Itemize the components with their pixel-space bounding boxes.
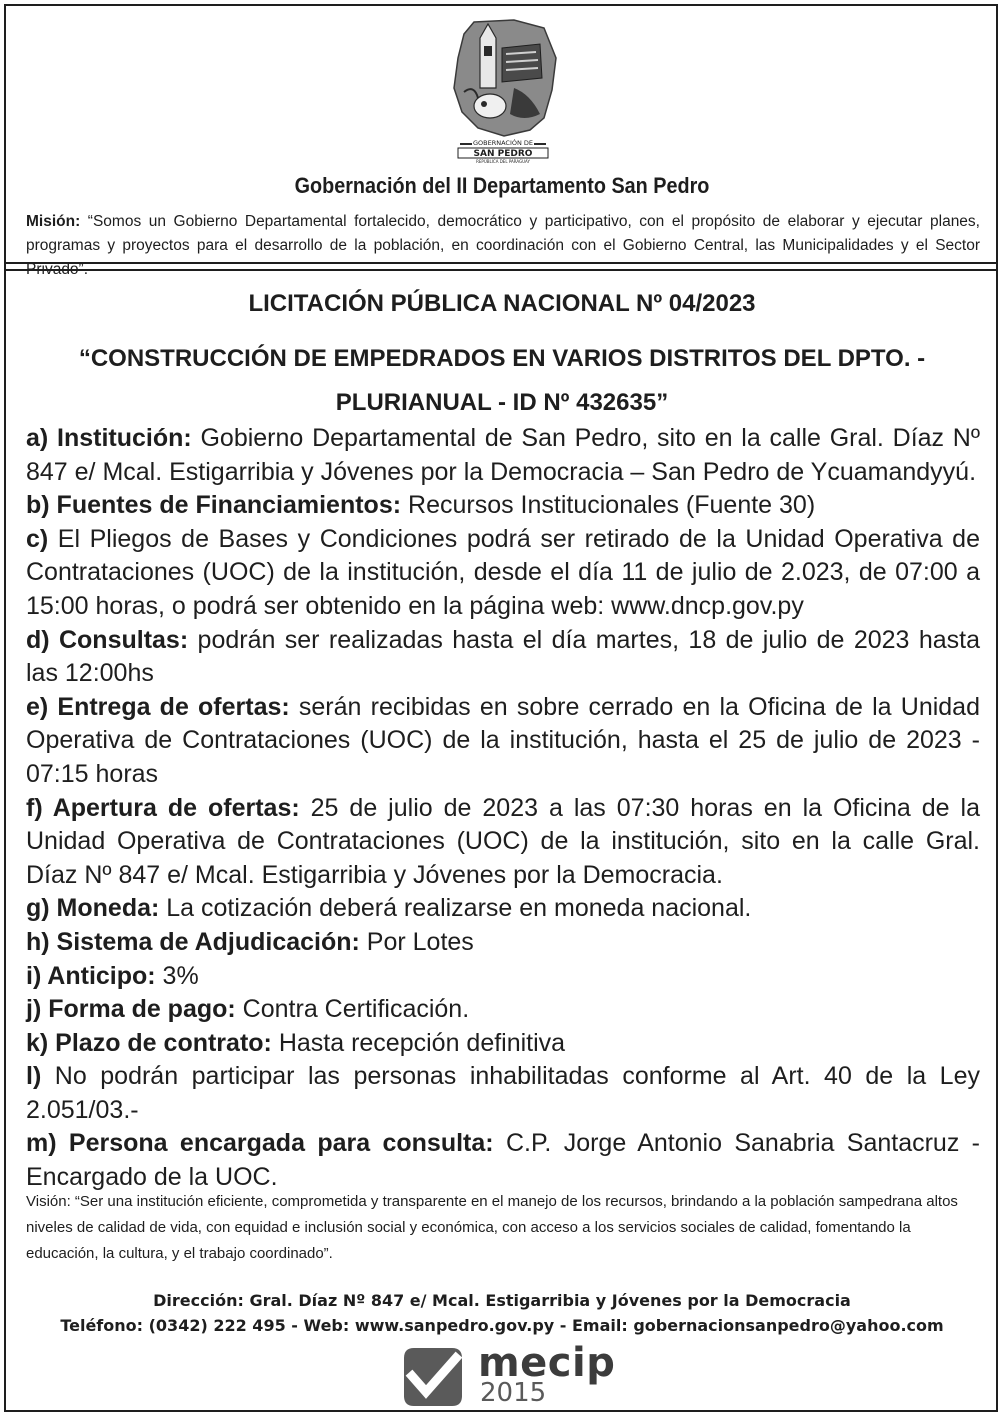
detail-text: C.P. Jorge Antonio Sanabria Santacruz - Encargado de la UOC.: [26, 1129, 981, 1192]
detail-text: Recursos Institucionales (Fuente 30): [401, 491, 816, 520]
vision-paragraph: Visión: “Ser una institución eficiente, comprometida y transparente en el manejo de los recursos, brindando a la población sampedrana altos niveles de calidad de vida, con equidad e inclusión social y económica, con acceso a los servicios sociales de calidad, fomentando la educación, la cultura, y el trabajo coordinado”.: [26, 1193, 958, 1262]
detail-label: h) Sistema de Adjudicación:: [26, 927, 360, 956]
detail-item-fuentes: [26, 489, 980, 523]
detail-text: podrán ser realizadas hasta el día martes, 18 de julio de 2023 hasta las 12:00hs: [26, 625, 980, 688]
footer-address: Dirección: Gral. Díaz Nº 847 e/ Mcal. Estigarribia y Jóvenes por la Democracia: [153, 1291, 851, 1310]
mecip-check-icon: [400, 1344, 466, 1410]
logo-label-line2: SAN PEDRO: [473, 149, 533, 159]
detail-text: Por Lotes: [359, 927, 474, 956]
gobernacion-san-pedro-logo: [444, 18, 562, 164]
mecip-name: mecip: [478, 1340, 616, 1386]
footer-contact: Teléfono: (0342) 222 495 - Web: www.sanpedro.gov.py - Email: gobernacionsanpedro@yahoo.com: [60, 1316, 944, 1335]
detail-text: La cotización deberá realizarse en moneda nacional.: [159, 894, 752, 923]
detail-item-entrega: [26, 691, 980, 792]
logo-label-line1: GOBERNACIÓN DE: [472, 139, 534, 147]
detail-item-consultas: [26, 624, 980, 691]
detail-item-plazo: [26, 1027, 980, 1061]
mision-text: “Somos un Gobierno Departamental fortalecido, democrático y participativo, con el propósito de elaborar y ejecutar planes, programas y proyectos para el desarrollo de la población, en coordinación con el Gobierno Central, las Municipalidades y el Sector Privado”.: [26, 213, 980, 278]
detail-label: c): [26, 524, 49, 553]
detail-item-anticipo: [26, 960, 980, 994]
header-divider-bottom: [4, 269, 998, 271]
detail-text: serán recibidas en sobre cerrado en la Oficina de la Unidad Operativa de Contrataciones (UOC) de la institución, hasta el 25 de julio de 2023 - 07:15 horas: [26, 692, 980, 788]
detail-label: m) Persona encargada para consulta:: [26, 1129, 494, 1158]
organization-name: Gobernación del II Departamento San Pedro: [294, 173, 710, 198]
detail-text: Hasta recepción definitiva: [271, 1028, 566, 1057]
detail-item-pliegos: [26, 523, 980, 624]
detail-label: f) Apertura de ofertas:: [26, 793, 300, 822]
detail-text: 3%: [155, 961, 199, 990]
detail-label: e) Entrega de ofertas:: [26, 692, 290, 721]
project-title: “CONSTRUCCIÓN DE EMPEDRADOS EN VARIOS DISTRITOS DEL DPTO. - PLURIANUAL - ID Nº 432635”: [78, 345, 926, 416]
detail-label: i) Anticipo:: [26, 961, 156, 990]
header-divider-top: [4, 262, 998, 264]
detail-label: d) Consultas:: [26, 625, 189, 654]
detail-item-persona-encargada: [26, 1127, 980, 1194]
detail-text: Gobierno Departamental de San Pedro, sito en la calle Gral. Díaz Nº 847 e/ Mcal. Estigarribia y Jóvenes por la Democracia – San Pedro de Ycuamandyyú.: [26, 424, 980, 486]
detail-label: g) Moneda:: [26, 894, 160, 923]
detail-item-apertura: [26, 792, 980, 893]
logo-label-line3: REPÚBLICA DEL PARAGUAY: [476, 159, 530, 164]
detail-item-forma-pago: [26, 993, 980, 1027]
mecip-year: 2015: [480, 1378, 547, 1408]
tender-title: LICITACIÓN PÚBLICA NACIONAL Nº 04/2023: [248, 290, 756, 317]
mision-paragraph: [26, 210, 980, 282]
detail-text: 25 de julio de 2023 a las 07:30 horas en la Oficina de la Unidad Operativa de Contrataciones (UOC) de la institución, sito en la calle Gral. Díaz Nº 847 e/ Mcal. Estigarribia y Jóvenes por la Democracia.: [26, 793, 980, 889]
tender-details-list: [26, 422, 980, 1195]
detail-label: k) Plazo de contrato:: [26, 1028, 272, 1057]
detail-label: b) Fuentes de Financiamientos:: [26, 491, 402, 520]
detail-text: No podrán participar las personas inhabilitadas conforme al Art. 40 de la Ley 2.051/03.-: [26, 1062, 980, 1124]
detail-item-institucion: [26, 422, 980, 489]
detail-text: El Pliegos de Bases y Condiciones podrá ser retirado de la Unidad Operativa de Contrataciones (UOC) de la institución, desde el día 11 de julio de 2.023, de 07:00 a 15:00 horas, o podrá ser obtenido en la página web: www.dncp.gov.py: [26, 524, 980, 620]
detail-label: a) Institución:: [26, 424, 192, 452]
detail-label: l): [26, 1062, 42, 1091]
mecip-logo: [400, 1340, 616, 1410]
detail-text: Contra Certificación.: [235, 995, 470, 1024]
detail-item-adjudicacion: [26, 926, 980, 960]
detail-label: j) Forma de pago:: [26, 995, 236, 1024]
detail-item-moneda: [26, 892, 980, 926]
detail-item-inhabilitados: [26, 1060, 980, 1127]
mision-label: Misión:: [26, 213, 81, 230]
